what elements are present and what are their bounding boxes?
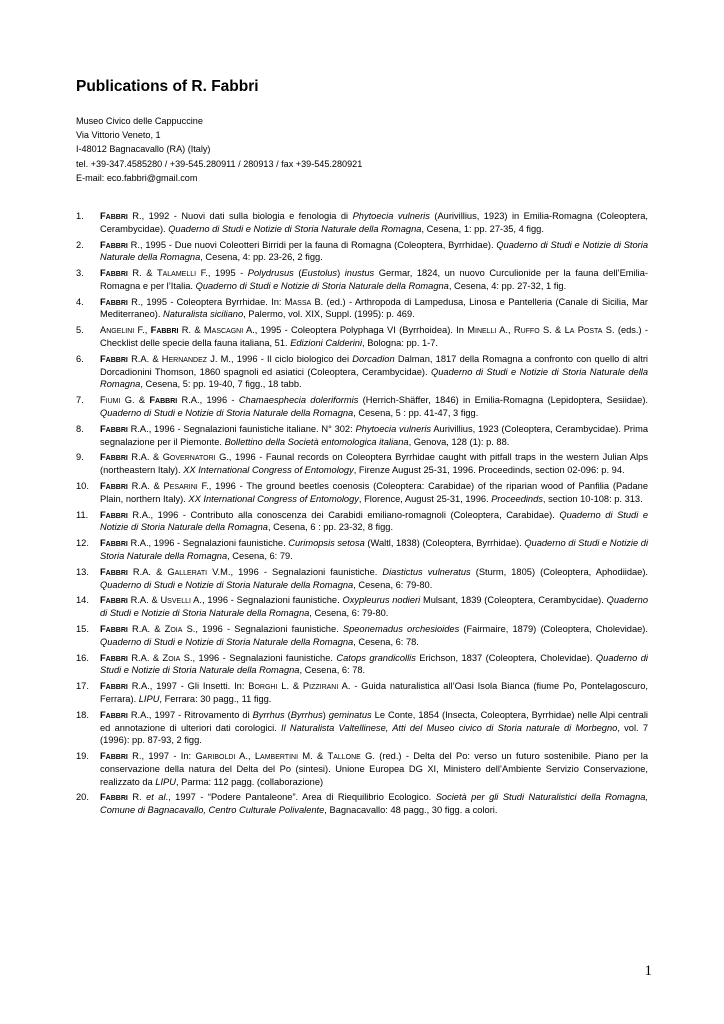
citation-text: ( [293,268,302,279]
author-name: Fabbri [100,353,128,364]
citation-text: A., 1996 - Segnalazioni faunistiche. [190,595,343,606]
coauthor-name: Pizzirani [302,681,339,692]
publication-item [76,210,648,235]
citation-text: , Cesena, 1: pp. 27-35, 4 figg. [421,223,544,234]
citation-text: A., [496,325,514,336]
citation-text: G., 1996 - Faunal records on Coleoptera Byrrhidae caught with pitfall traps in the western Julian Alps (northeastern Italy). [100,452,648,476]
citation-text: M. & [298,751,328,762]
italic-text: Phytoecia vulneris [355,423,432,434]
italic-text: geminatus [328,709,372,720]
coauthor-name: Minelli [467,325,497,336]
citation-text: R., 1997 - In: [127,751,196,762]
author-name: Fabbri [150,325,179,336]
coauthor-name: Zoia [162,652,181,663]
author-name: Fabbri [100,792,128,803]
citation-text: , Cesena, 6: 79-80. [309,608,389,619]
italic-text: et al [146,792,166,803]
italic-text: Chamaesphecia doleriformis [238,395,359,406]
citation-text: R.A. & [127,624,165,635]
citation-text: , Ferrara: 30 pagg., 11 figg. [159,693,272,704]
publication-number: 13. [76,566,89,577]
citation-text: , vol. 7 (1996): pp. 87-93, 2 figg. [100,722,649,746]
italic-text: Società per gli Studi Naturalistici della Romagna, Comune di Bagnacavallo, Centro Culturale Polivalente [100,792,648,816]
citation-text: Erichson, 1837 (Coleoptera, Cholevidae). [415,652,596,663]
citation-text: ) [337,268,345,279]
author-name: Fabbri [100,423,128,434]
author-name: Fabbri [100,595,128,606]
italic-text: Quaderno di Studi e Notizie di Storia Naturale della Romagna [100,595,648,619]
publication-number: 14. [76,595,89,606]
italic-text: Quaderno di Studi e Notizie di Storia Naturale della Romagna [168,223,422,234]
publication-number: 19. [76,751,89,762]
coauthor-name: Fiumi [100,395,121,406]
citation-text: ., 1997 - “Podere Pantaleone”. Area di Riequilibrio Ecologico. [165,792,436,803]
citation-text: B. (ed.) - Arthropoda di Lampedusa, Linosa e Pantelleria (Canale di Sicilia, Mar Mediterraneo). [100,296,648,320]
citation-text: S. & [539,325,565,336]
italic-text: Il Naturalista Valtellinese, Atti del Museo civico di Storia naturale di Morbegno [280,722,618,733]
italic-text: Speonemadus orchesioides [342,624,460,635]
citation-text: R.A. & [127,353,162,364]
author-name: Fabbri [100,709,128,720]
publication-item [76,623,648,648]
citation-text: R.A. & [127,595,161,606]
citation-text: Mulsant, 1839 (Coleoptera, Cerambycidae). [420,595,607,606]
publication-item [76,680,648,705]
italic-text: Bollettino della Società entomologica italiana [224,436,409,447]
publication-number: 20. [76,792,89,803]
publication-number: 15. [76,624,89,635]
publication-item [76,791,648,816]
author-name: Fabbri [100,652,128,663]
citation-text: (Waltl, 1838) (Coleoptera, Byrrhidae). [364,538,525,549]
citation-text: , Bologna: pp. 1-7. [362,338,439,349]
publication-item [76,537,648,562]
coauthor-name: Hernandez [161,353,208,364]
italic-text: Proceedinds [491,493,543,504]
publication-item [76,353,648,391]
publication-number: 17. [76,681,89,692]
citation-text: R.A., 1996 - Contributo alla conoscenza dei Carabidi emiliano-romagnoli (Coleoptera, Carabidae). [127,509,560,520]
coauthor-name: Mascagni [203,325,244,336]
citation-text: ( [284,709,291,720]
publication-number: 16. [76,652,89,663]
publication-item [76,324,648,349]
italic-text: LIPU [138,693,160,704]
italic-text: Edizioni Calderini [290,338,363,349]
citation-text: J. M., 1996 - Il ciclo biologico dei [207,353,353,364]
italic-text: Quaderno di Studi e Notizie di Storia Naturale della Romagna [100,579,354,590]
publication-item [76,709,648,747]
citation-text: (Herrich-Shäffer, 1846) in Emilia-Romagna (Lepidoptera, Sesiidae). [358,395,648,406]
author-name: Fabbri [100,624,128,635]
publication-item [76,594,648,619]
publication-item [76,423,648,448]
italic-text: Quaderno di Studi e Notizie di Storia Naturale della Romagna [100,538,649,561]
coauthor-name: Angelini [100,325,135,336]
citation-text: , Palermo, vol. XIX, Suppl. (1995): p. 469. [243,309,415,320]
address-block [76,114,362,185]
italic-text: XX International Congress of Entomology [183,465,354,476]
author-name: Fabbri [100,239,128,250]
citation-text: A. - Guida naturalistica all’Oasi Isola Bianca (fiume Po, Pontelagoscuro, Ferrara). [100,681,648,704]
address-line-email: E-mail: eco.fabbri@gmail.com [76,172,198,183]
italic-text: Quaderno di Studi e Notizie di Storia Naturale della Romagna [100,366,648,390]
italic-text: Quaderno di Studi e Notizie di Storia Naturale della Romagna [195,280,449,291]
citation-text: (Fairmaire, 1879) (Coleoptera, Cholevidae). [459,624,648,635]
citation-text: Aurivillius, 1923 (Coleoptera, Cerambycidae). Prima segnalazione per il Piemonte. [100,423,648,447]
publication-number: 8. [76,423,84,434]
citation-text: F., 1996 - The ground beetles coenosis (Coleoptera: Carabidae) of the riparian wood of Panfilia (Padane Plain, northern Italy). [100,481,648,504]
italic-text: Naturalista siciliano [163,309,244,320]
author-name: Fabbri [100,268,128,279]
citation-text: R., 1995 - Coleoptera Byrrhidae. In: [127,296,285,307]
italic-text: Polydrusus [247,268,294,279]
citation-text: R.A. & [127,481,164,492]
author-name: Fabbri [100,681,128,692]
italic-text: Byrrhus [290,709,323,720]
citation-text: R.A., 1997 - Gli Insetti. In: [127,681,249,692]
citation-text: , Firenze August 25-31, 1996. Proceedinds, section 02-096: p. 94. [353,465,625,476]
publication-number: 5. [76,325,84,336]
citation-text: L. & [277,681,303,692]
publication-number: 3. [76,268,84,279]
author-name: Fabbri [100,538,128,549]
citation-text: A., [235,751,255,762]
citation-text: S., 1996 - Segnalazioni faunistiche. [180,652,337,663]
italic-text: Eustolus [301,268,338,279]
italic-text: Curimopsis setosa [288,538,365,549]
citation-text: , Cesena, 4: pp. 23-26, 2 figg. [200,252,323,263]
citation-text: , Cesena, 4: pp. 27-32, 1 fig. [448,280,567,291]
publication-number: 12. [76,538,89,549]
publication-number: 7. [76,395,84,406]
citation-text: (Sturm, 1805) (Coleoptera, Aphodiidae). [470,566,649,577]
publication-item [76,267,648,292]
citation-text: R.A., 1996 - Segnalazioni faunistiche. [127,538,289,549]
author-name: Fabbri [100,452,128,463]
citation-text: F., [134,325,151,336]
citation-text: R.A. & [127,452,163,463]
coauthor-name: Usvelli [160,595,191,606]
italic-text: Quaderno di Studi e Notizie di Storia Naturale della Romagna [100,407,354,418]
author-name: Fabbri [100,211,128,221]
citation-text: A., 1995 - Coleoptera Polyphaga VI (Byrrhoidea). In [243,325,468,336]
citation-text: G. & [120,395,150,406]
citation-text: R.A., 1996 - [177,395,239,406]
coauthor-name: Gariboldi [195,751,236,762]
citation-text: R., 1995 - Due nuovi Coleotteri Birridi per la fauna di Romagna (Coleoptera, Byrrhidae). [127,239,497,250]
citation-text: , Genova, 128 (1): p. 88. [408,436,510,447]
publication-item [76,394,648,419]
publication-number: 9. [76,452,84,463]
italic-text: Byrrhus [252,709,285,720]
coauthor-name: Governatori [162,452,216,463]
publication-number: 18. [76,709,89,720]
publication-item [76,451,648,476]
citation-text: ) [322,709,329,720]
italic-text: Quaderno di Studi e Notizie di Storia Naturale della Romagna [100,636,354,647]
publication-item [76,652,648,677]
publication-item [76,239,648,264]
citation-text: R.A., 1996 - Segnalazioni faunistiche italiane. N° 302: [127,423,356,434]
citation-text: S. (eds.) - Checklist delle specie della fauna italiana, 51. [100,325,649,349]
citation-text: , Cesena, 5: pp. 19-40, 7 figg., 18 tabb. [140,379,302,390]
citation-text: R.A. & [127,566,168,577]
citation-text: F., 1995 - [196,268,248,279]
coauthor-name: Lambertini [254,751,299,762]
coauthor-name: Pesarini [163,481,198,492]
citation-text: R. [127,792,147,803]
coauthor-name: Massa [284,296,312,307]
citation-text: , Florence, August 25-31, 1996. [358,493,492,504]
citation-text: R.A. & [127,652,163,663]
italic-text: Dorcadion [352,353,395,364]
italic-text: LIPU [155,776,176,787]
citation-text: , section 10-108: p. 313. [542,493,643,504]
address-line-street: Via Vittorio Veneto, 1 [76,130,161,141]
citation-text: , Cesena, 6: 79-80. [353,579,433,590]
citation-text: , Cesena, 6 : pp. 23-32, 8 figg. [267,522,394,533]
publication-number: 11. [76,509,89,520]
citation-text: , Cesena, 6: 78. [299,665,366,676]
publication-item [76,480,648,505]
italic-text: Oxypleurus nodieri [342,595,421,606]
italic-text: Diastictus vulneratus [382,566,471,577]
citation-text: (Aurivillius, 1923) in Emilia-Romagna (Coleoptera, Cerambycidae). [100,211,649,234]
italic-text: Phytoecia vulneris [352,211,430,221]
publication-number: 1. [76,211,84,221]
author-name: Fabbri [100,296,128,307]
address-line-museum: Museo Civico delle Cappuccine [76,116,203,126]
citation-text: , Cesena, 6: 79. [227,550,293,561]
publication-number: 2. [76,239,84,250]
citation-text: , Cesena, 5 : pp. 41-47, 3 figg. [353,407,479,418]
coauthor-name: Ruffo [513,325,540,336]
citation-text: Dalman, 1817 della Romagna a confronto con quello di altri Dorcadionini Thomson, 1860 spagnoli ed asiatici (Coleoptera, Cerambycidae). [100,353,648,377]
publication-number: 10. [76,481,89,492]
citation-text: R.A., 1997 - Ritrovamento di [127,709,253,720]
italic-text: inustus [344,268,375,279]
publication-number: 6. [76,353,84,364]
citation-text: G. (red.) - Delta del Po: verso un futuro sostenibile. Piano per la conservazione della natura del Delta del Po (sintesi). Unione Europea DG XI, Ministero dell’Ambiente Servizio Conservazione, realizzato da [100,751,648,787]
citation-text: Le Conte, 1854 (Insecta, Coleoptera, Byrrhidae) nelle Alpi centrali ed annotazione di ulteriori dati corologici. [100,709,648,733]
author-name: Fabbri [100,509,128,520]
publication-item [76,296,648,321]
coauthor-name: Talamelli [156,268,197,279]
citation-text: S., 1996 - Segnalazioni faunistiche. [182,624,343,635]
publication-item [76,509,648,534]
coauthor-name: Gallerati [167,566,208,577]
citation-text: R. & [127,268,157,279]
citation-text: , Cesena, 6: 78. [353,636,419,647]
italic-text: Quaderno di Studi e Notizie di Storia Naturale della Romagna [100,239,649,263]
address-line-city: I-48012 Bagnacavallo (RA) (Italy) [76,144,211,155]
publication-list [76,210,648,820]
italic-text: Catops grandicollis [336,652,416,663]
author-name: Fabbri [100,481,128,492]
citation-text: R. & [178,325,204,336]
address-line-phone: tel. +39-347.4585280 / +39-545.280911 / 280913 / fax +39-545.280921 [76,158,363,169]
publication-item [76,566,648,591]
coauthor-name: La Posta [564,325,603,336]
coauthor-name: Zoia [164,624,183,635]
publication-item [76,750,648,788]
page-number: 1 [644,963,652,979]
citation-text: , Parma: 112 pagg. (collaborazione) [175,776,324,787]
author-name: Fabbri [100,751,128,762]
italic-text: XX International Congress of Entomology [188,493,359,504]
author-name: Fabbri [149,395,178,406]
italic-text: Quaderno di Studi e Notizie di Storia Naturale della Romagna [100,652,648,676]
citation-text: R., 1992 - Nuovi dati sulla biologia e fenologia di [127,211,353,221]
author-name: Fabbri [100,566,128,577]
citation-text: V.M., 1996 - Segnalazioni faunistiche. [207,566,383,577]
coauthor-name: Borghi [248,681,278,692]
italic-text: Quaderno di Studi e Notizie di Storia Naturale della Romagna [100,509,648,533]
citation-text: Germar, 1824, un nuovo Curculionide per la fauna dell’Emilia-Romagna e per l’Italia. [100,268,648,291]
publication-number: 4. [76,296,84,307]
citation-text: , Bagnacavallo: 48 pagg., 30 figg. a colori. [324,805,498,816]
page-title: Publications of R. Fabbri [76,78,259,95]
coauthor-name: Tallone [327,751,361,762]
